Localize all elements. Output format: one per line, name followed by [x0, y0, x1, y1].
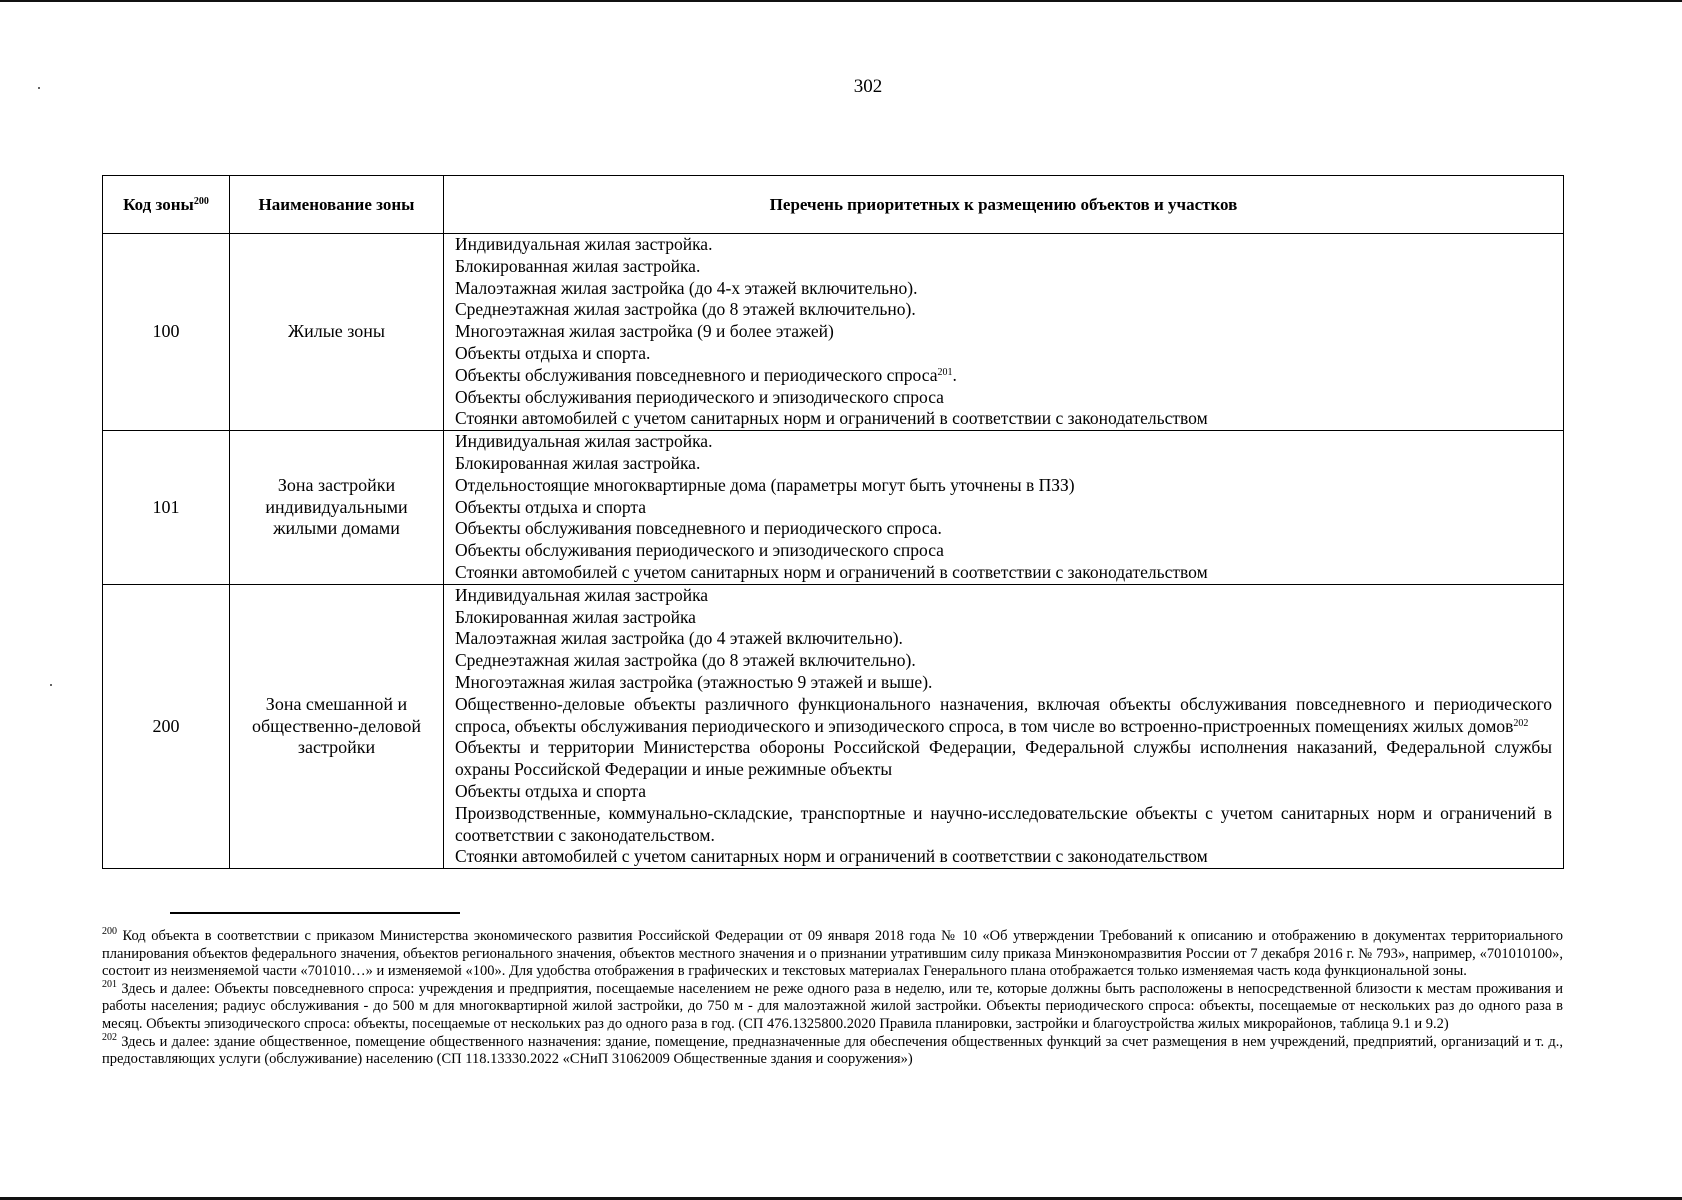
table-header-row — [103, 176, 1564, 234]
header-objects-list: Перечень приоритетных к размещению объектов и участков — [444, 176, 1564, 234]
list-item-text: Стоянки автомобилей с учетом санитарных норм и ограничений в соответствии с законодательством — [455, 408, 1208, 429]
list-item-tail: . — [952, 364, 957, 385]
footnote-text: Здесь и далее: Объекты повседневного спроса: учреждения и предприятия, посещаемые населением не реже одного раза в неделю, или те, которые должны быть расположены в непосредственной близости к местам проживания и работы населения; радиус обслуживания - до 500 м для многоквартирной жилой застройки, до 750 м - для малоэтажной жилой застройки. Объекты периодического спроса: объекты, посещаемые от нескольких раз до одного раза в месяц. Объекты эпизодического спроса: объекты, посещаемые от нескольких раз до одного раза в год. (СП 476.1325800.2020 Правила планировки, застройки и благоустройства жилых микрорайонов, таблица 9.1 и 9.2) — [102, 980, 1563, 1032]
list-item — [455, 607, 1552, 629]
footnote — [102, 978, 1563, 1034]
list-item — [455, 408, 1552, 430]
list-item-text: Индивидуальная жилая застройка. — [455, 431, 713, 452]
list-item-text: Блокированная жилая застройка — [455, 606, 696, 627]
header-zone-name: Наименование зоны — [230, 176, 444, 234]
list-item-text: Отдельностоящие многоквартирные дома (параметры могут быть уточнены в ПЗЗ) — [455, 474, 1075, 495]
list-item-text: Среднеэтажная жилая застройка (до 8 этажей включительно). — [455, 299, 916, 320]
objects-list-cell — [444, 431, 1564, 585]
table-row — [103, 234, 1564, 431]
table-row — [103, 584, 1564, 868]
list-item-text: Объекты и территории Министерства обороны Российской Федерации, Федеральной службы исполнения наказаний, Федеральной службы охраны Российской Федерации и иные режимные объекты — [455, 737, 1552, 780]
list-item — [455, 321, 1552, 343]
scan-speck — [50, 684, 52, 686]
list-item-text: Многоэтажная жилая застройка (9 и более этажей) — [455, 321, 834, 342]
list-item-text: Стоянки автомобилей с учетом санитарных норм и ограничений в соответствии с законодательством — [455, 561, 1208, 582]
footnotes — [102, 928, 1563, 1069]
list-item — [455, 497, 1552, 519]
zone-code-cell: 200 — [103, 584, 230, 868]
zone-name-cell — [230, 431, 444, 585]
footnote-ref: 202 — [1513, 717, 1529, 729]
list-item — [455, 628, 1552, 650]
list-item — [455, 781, 1552, 803]
list-item-text: Объекты обслуживания периодического и эпизодического спроса — [455, 540, 944, 561]
list-item-text: Объекты отдыха и спорта — [455, 496, 647, 517]
list-item — [455, 234, 1552, 256]
table-body — [103, 234, 1564, 869]
list-item-text: Объекты обслуживания повседневного и периодического спроса — [455, 364, 938, 385]
list-item-text: Производственные, коммунально-складские, транспортные и научно-исследовательские объекты с учетом санитарных норм и ограничений в соответствии с законодательством. — [455, 802, 1552, 845]
list-item — [455, 453, 1552, 475]
list-item — [455, 475, 1552, 497]
footnote-mark: 202 — [102, 1031, 117, 1043]
list-item-text: Блокированная жилая застройка. — [455, 452, 701, 473]
list-item-text: Объекты отдыха и спорта. — [455, 342, 651, 363]
zone-name-text: Зона застройки индивидуальными жилыми домами — [265, 474, 408, 539]
footnote-text: Код объекта в соответствии с приказом Министерства экономического развития Российской Федерации от 09 января 2018 года № 10 «Об утверждении Требований к описанию и отображению в документах территориального планирования объектов федерального значения, объектов регионального значения, объектов местного значения и о признании утратившим силу приказа Минэкономразвития России от 7 декабря 2016 г. № 793», например, «701010100», состоит из неизменяемой части «701010…» и изменяемой «100». Для удобства отображения в графических и текстовых материалах Генерального плана отображается только изменяемая часть кода функциональной зоны. — [102, 928, 1563, 980]
list-item — [455, 518, 1552, 540]
footnote-text: Здесь и далее: здание общественное, помещение общественного назначения: здание, помещение, предназначенные для обеспечения общественных функций за счет размещения в нем учреждений, предприятий, организаций и т. д., предоставляющих услуги (обслуживание) населению (СП 118.13330.2022 «СНиП 31062009 Общественные здания и сооружения») — [102, 1033, 1563, 1068]
list-item — [455, 846, 1552, 868]
footnote-ref: 201 — [937, 366, 953, 378]
scan-top-border — [0, 0, 1682, 2]
list-item-text: Блокированная жилая застройка. — [455, 255, 701, 276]
zone-name-cell — [230, 234, 444, 431]
footnote-mark: 201 — [102, 978, 117, 990]
zone-code-cell: 100 — [103, 234, 230, 431]
list-item-text: Объекты обслуживания повседневного и периодического спроса. — [455, 518, 942, 539]
list-item — [455, 256, 1552, 278]
list-item-text: Общественно-деловые объекты различного функционального назначения, включая объекты обслуживания повседневного и периодического спроса, объекты обслуживания периодического и эпизодического спроса, в том числе во встроенно-пристроенных помещениях жилых домов — [455, 693, 1552, 736]
list-item — [455, 803, 1552, 847]
footnote — [102, 1031, 1563, 1069]
list-item — [455, 737, 1552, 781]
footnote — [102, 928, 1563, 981]
list-item — [455, 431, 1552, 453]
table-row — [103, 431, 1564, 585]
list-item-text: Стоянки автомобилей с учетом санитарных норм и ограничений в соответствии с законодательством — [455, 846, 1208, 867]
zone-name-cell — [230, 584, 444, 868]
list-item-text: Объекты обслуживания периодического и эпизодического спроса — [455, 386, 944, 407]
list-item — [455, 650, 1552, 672]
zone-name-text: Зона смешанной и общественно-деловой застройки — [251, 693, 422, 758]
zone-name-text: Жилые зоны — [287, 321, 386, 342]
list-item — [455, 694, 1552, 738]
page-number: 302 — [853, 76, 883, 97]
footnote-ref: 200 — [193, 195, 209, 207]
zone-code-cell: 101 — [103, 431, 230, 585]
list-item-text: Малоэтажная жилая застройка (до 4 этажей включительно). — [455, 628, 903, 649]
list-item — [455, 365, 1552, 387]
list-item — [455, 672, 1552, 694]
objects-list-cell — [444, 584, 1564, 868]
list-item-text: Объекты отдыха и спорта — [455, 780, 647, 801]
list-item — [455, 278, 1552, 300]
footnote-separator — [170, 912, 460, 914]
objects-list-cell — [444, 234, 1564, 431]
list-item — [455, 387, 1552, 409]
footnote-mark: 200 — [102, 926, 117, 937]
header-zone-code: Код зоны$^{200}$ — [103, 176, 230, 234]
list-item — [455, 343, 1552, 365]
list-item — [455, 562, 1552, 584]
zones-table — [102, 175, 1564, 869]
list-item-text: Многоэтажная жилая застройка (этажностью 9 этажей и выше). — [455, 671, 933, 692]
list-item — [455, 540, 1552, 562]
list-item — [455, 585, 1552, 607]
list-item-text: Среднеэтажная жилая застройка (до 8 этажей включительно). — [455, 650, 916, 671]
list-item — [455, 299, 1552, 321]
list-item-text: Индивидуальная жилая застройка — [455, 584, 709, 605]
list-item-text: Индивидуальная жилая застройка. — [455, 234, 713, 254]
list-item-text: Малоэтажная жилая застройка (до 4-х этажей включительно). — [455, 277, 918, 298]
